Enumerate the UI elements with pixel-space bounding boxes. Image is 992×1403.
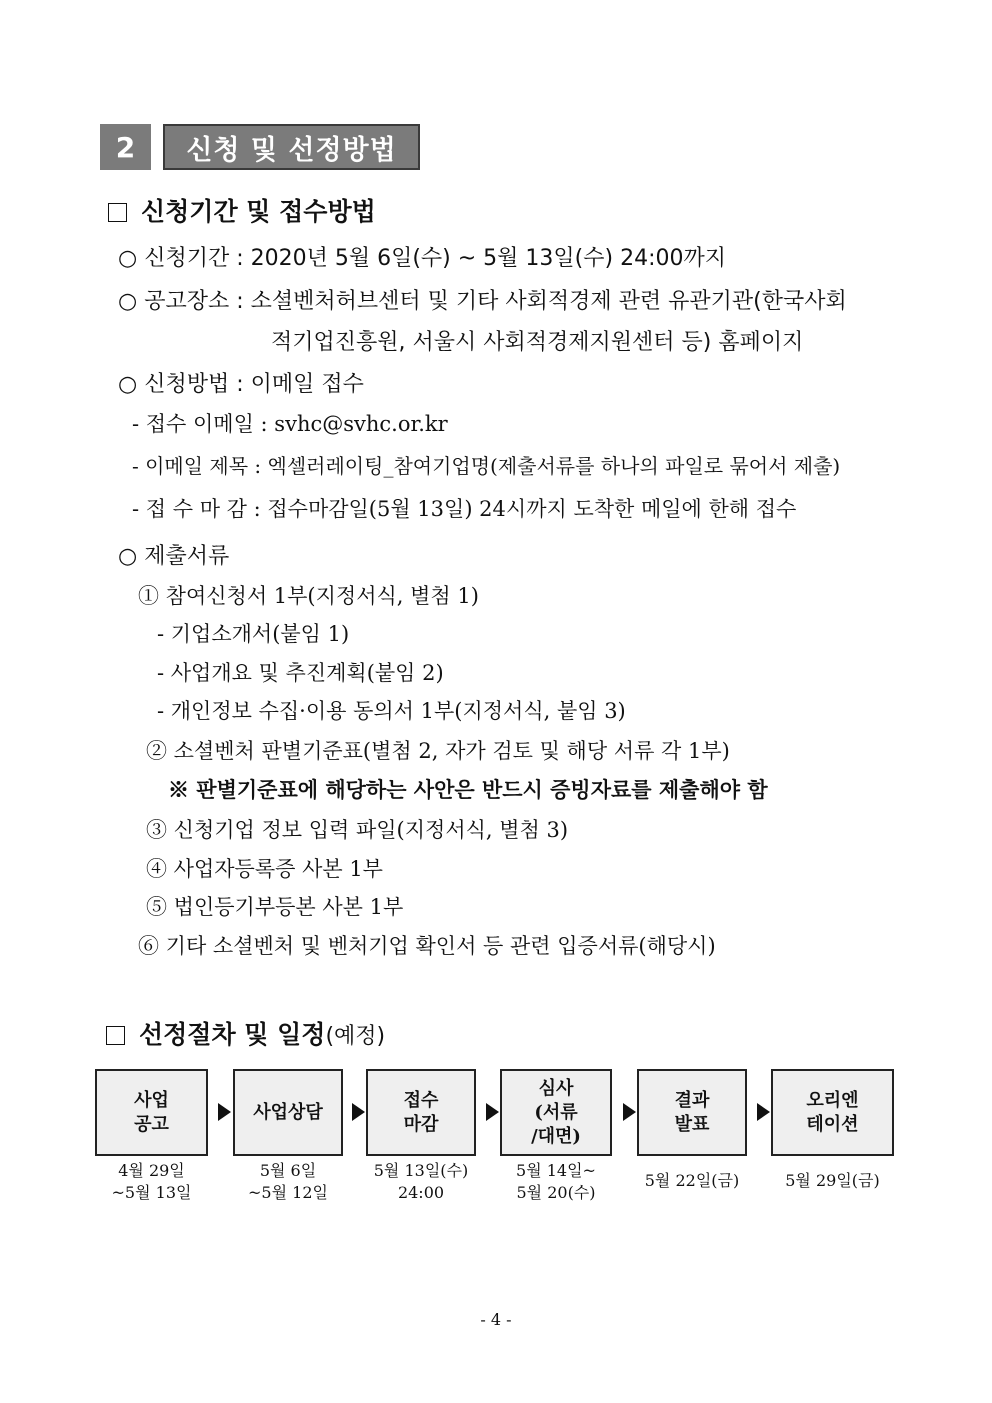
arrow-right-icon	[486, 1103, 499, 1121]
step-box	[500, 1069, 612, 1156]
step-line: /대면)	[531, 1125, 581, 1147]
step-line: 오리엔	[806, 1089, 859, 1111]
arrow-right-icon	[218, 1103, 231, 1121]
doc-2-note: ※ 판별기준표에 해당하는 사안은 반드시 증빙자료를 제출해야 함	[168, 777, 768, 802]
step-date	[500, 1160, 612, 1204]
arrow-right-icon	[623, 1103, 636, 1121]
doc-4: ④ 사업자등록증 사본 1부	[146, 857, 383, 881]
step-date	[233, 1160, 343, 1204]
place-value-1: 소셜벤처허브센터 및 기타 사회적경제 관련 유관기관(한국사회	[250, 289, 847, 314]
step-box	[95, 1069, 208, 1156]
step-box	[233, 1069, 343, 1156]
doc-1-sub-2: - 사업개요 및 추진계획(붙임 2)	[157, 661, 444, 685]
step-line: 마감	[403, 1113, 439, 1135]
method-line	[118, 367, 364, 398]
doc-1: ① 참여신청서 1부(지정서식, 별첨 1)	[138, 584, 479, 608]
place-label: ○ 공고장소 :	[118, 289, 251, 314]
step-box	[366, 1069, 476, 1156]
checkbox-square-icon	[108, 203, 127, 222]
step-line: 사업	[134, 1089, 169, 1111]
step-line: (서류	[534, 1101, 578, 1123]
doc-1-sub-3: - 개인정보 수집·이용 동의서 1부(지정서식, 붙임 3)	[157, 699, 626, 723]
step-date-line: 5월 14일~	[516, 1161, 596, 1180]
checkbox-square-icon	[106, 1026, 125, 1045]
step-date-line: 4월 29일	[118, 1161, 185, 1180]
step-line: 공고	[134, 1113, 169, 1135]
docs-label: ○ 제출서류	[118, 544, 230, 569]
step-date	[95, 1160, 208, 1204]
step-date-line: 5월 20(수)	[516, 1183, 596, 1202]
place-line	[118, 284, 847, 315]
section-number: 2	[100, 124, 151, 170]
step-date-line: ~5월 12일	[248, 1183, 328, 1202]
step-date-line: ~5월 13일	[111, 1183, 192, 1202]
deadline-line: - 접 수 마 감 : 접수마감일(5월 13일) 24시까지 도착한 메일에 한해 접수	[132, 497, 797, 521]
step-line: 발표	[674, 1113, 710, 1135]
step-line: 사업상담	[253, 1101, 323, 1123]
method-label: ○ 신청방법 :	[118, 372, 251, 397]
step-line: 결과	[674, 1089, 710, 1111]
doc-3: ③ 신청기업 정보 입력 파일(지정서식, 별첨 3)	[146, 818, 569, 842]
doc-5: ⑤ 법인등기부등본 사본 1부	[146, 895, 404, 919]
period-line	[118, 241, 726, 272]
method-value: 이메일 접수	[250, 372, 364, 397]
schedule-heading	[106, 1015, 385, 1051]
step-date	[634, 1170, 750, 1192]
schedule-heading-suffix: (예정)	[325, 1024, 386, 1049]
step-date-line: 5월 29일(금)	[785, 1171, 880, 1190]
subject-line: - 이메일 제목 : 엑셀러레이팅_참여기업명(제출서류를 하나의 파일로 묶어서 제출)	[132, 454, 841, 478]
apply-heading	[108, 192, 376, 228]
step-date	[771, 1170, 894, 1192]
period-value: 2020년 5월 6일(수) ~ 5월 13일(수) 24:00까지	[250, 246, 726, 271]
arrow-right-icon	[352, 1103, 365, 1121]
doc-6: ⑥ 기타 소셜벤처 및 벤처기업 확인서 등 관련 입증서류(해당시)	[138, 934, 716, 958]
step-date-line: 24:00	[397, 1183, 445, 1202]
period-label: ○ 신청기간 :	[118, 246, 251, 271]
step-line: 테이션	[806, 1113, 859, 1135]
step-line: 접수	[403, 1089, 439, 1111]
email-line: - 접수 이메일 : svhc@svhc.or.kr	[132, 412, 448, 436]
schedule-heading-text: 선정절차 및 일정	[139, 1020, 326, 1049]
doc-1-sub-1: - 기업소개서(붙임 1)	[157, 622, 350, 646]
step-date-line: 5월 22일(금)	[644, 1171, 740, 1190]
arrow-right-icon	[757, 1103, 770, 1121]
page-number: - 4 -	[480, 1310, 512, 1329]
step-box	[771, 1069, 894, 1156]
section-title: 신청 및 선정방법	[163, 124, 420, 170]
place-value-2: 적기업진흥원, 서울시 사회적경제지원센터 등) 홈페이지	[271, 330, 804, 355]
step-date-line: 5월 13일(수)	[373, 1161, 469, 1180]
step-line: 심사	[538, 1077, 574, 1099]
step-date	[362, 1160, 480, 1204]
apply-heading-text: 신청기간 및 접수방법	[141, 197, 376, 226]
step-box	[637, 1069, 747, 1156]
doc-2: ② 소셜벤처 판별기준표(별첨 2, 자가 검토 및 해당 서류 각 1부)	[146, 739, 730, 763]
step-date-line: 5월 6일	[259, 1161, 317, 1180]
